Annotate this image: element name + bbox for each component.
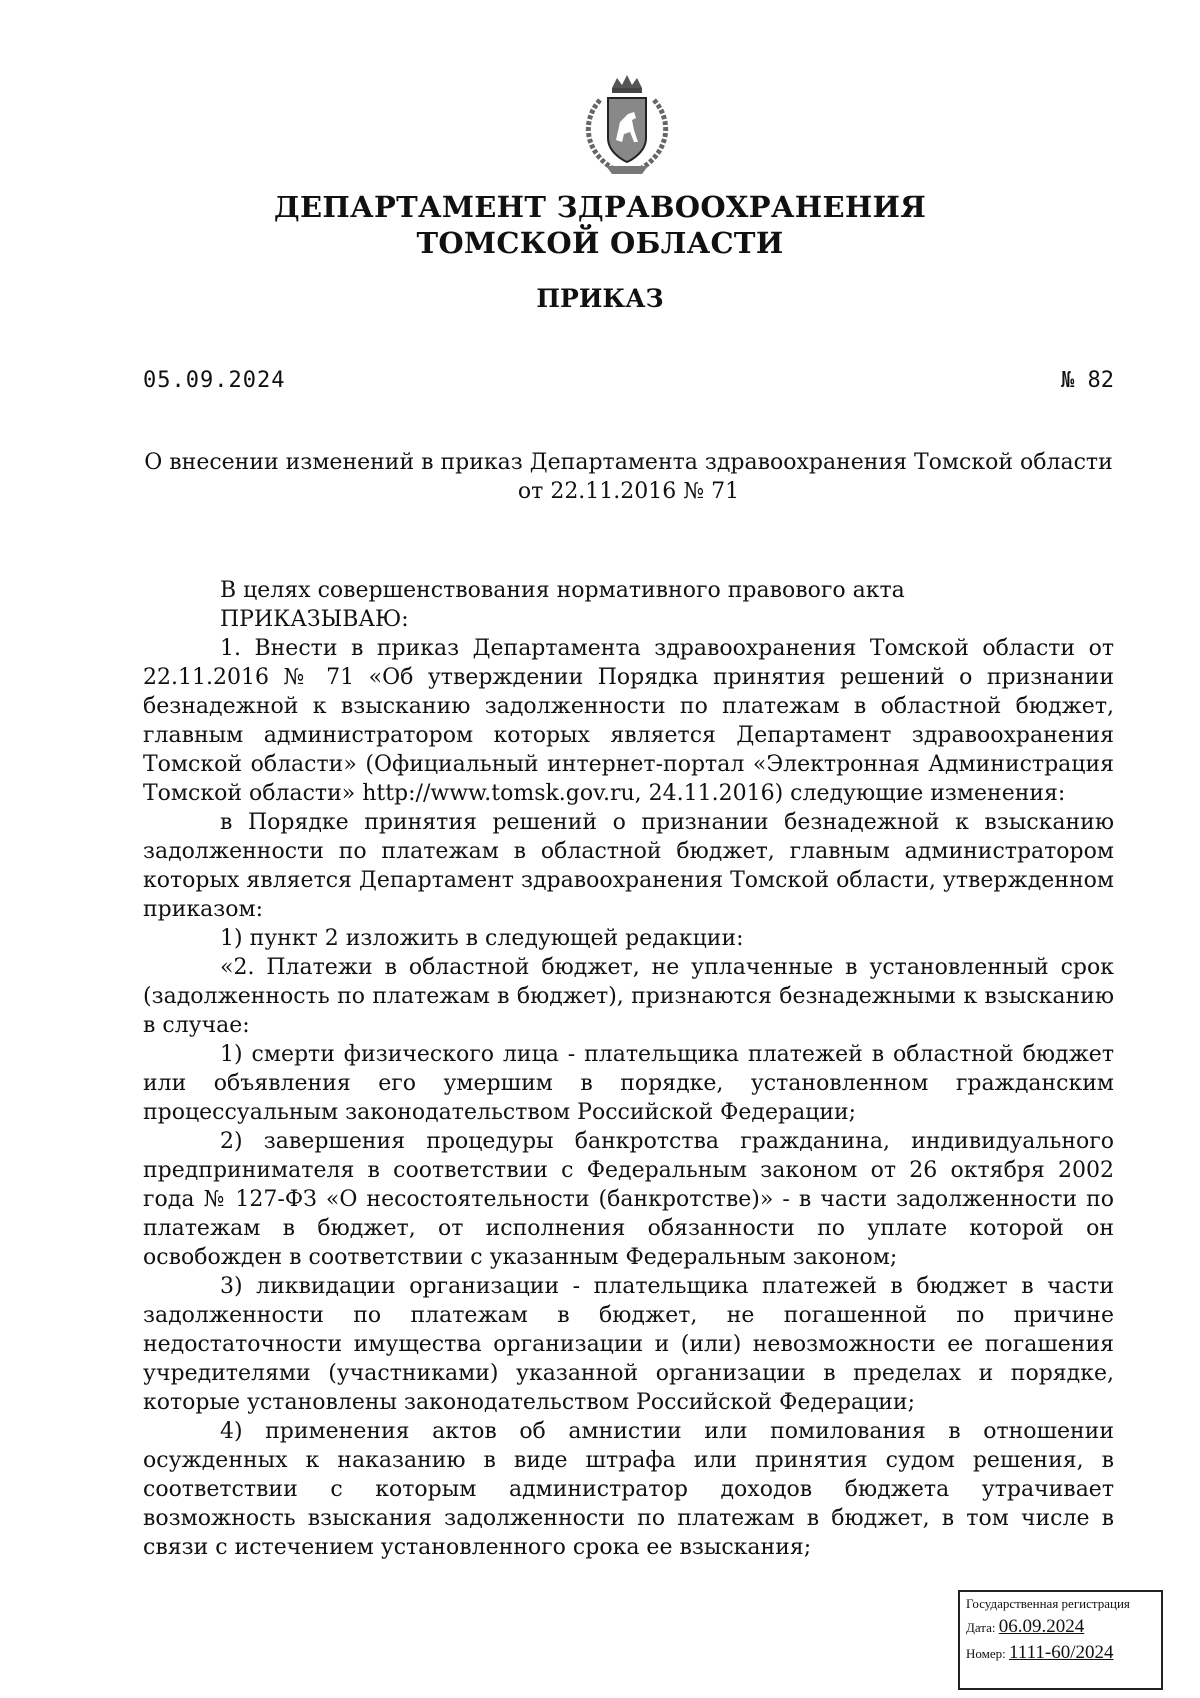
body-paragraph: 1. Внести в приказ Департамента здравоохранения Томской области от 22.11.2016 № 71 «Об утверждении Порядка принятия решений о признании безнадежной к взысканию задолженности по платежам в областной бюджет, главным администратором которых является Департамент здравоохранения Томской области» (Официальный интернет-портал «Электронная Администрация Томской области» http://www.tomsk.gov.ru, 24.11.2016) следующие изменения: [143,636,1114,806]
order-body [143,576,1114,1562]
order-number: № 82 [1061,368,1114,393]
subject-line2: от 22.11.2016 № 71 [517,479,740,504]
order-date: 05.09.2024 [143,368,286,393]
stamp-date-label: Дата: [966,1620,996,1635]
stamp-title: Государственная регистрация [966,1596,1130,1611]
coat-of-arms-icon [572,70,682,180]
body-paragraph: 4) применения актов об амнистии или помилования в отношении осужденных к наказанию в виде штрафа или принятия судом решения, в соответствии с которым администратор доходов бюджета утрачивает возможность взыскания задолженности по платежам в бюджет, в том числе в связи с истечением установленного срока ее взыскания; [143,1419,1114,1560]
stamp-date-row [966,1616,1155,1638]
body-paragraph: 3) ликвидации организации - плательщика платежей в бюджет в части задолженности по платежам в бюджет, не погашенной по причине недостаточности имущества организации и (или) невозможности ее погашения учредителями (участниками) указанной организации в пределах и порядке, которые установлены законодательством Российской Федерации; [143,1274,1114,1415]
document-type-title: ПРИКАЗ [536,284,664,313]
body-paragraph: «2. Платежи в областной бюджет, не уплаченные в установленный срок (задолженность по платежам в бюджет), признаются безнадежными к взысканию в случае: [143,955,1114,1038]
registration-stamp [958,1590,1163,1690]
stamp-number-row [966,1642,1155,1664]
order-subject [143,448,1114,506]
body-paragraph: 1) смерти физического лица - плательщика платежей в областной бюджет или объявления его умершим в порядке, установленном гражданским процессуальным законодательством Российской Федерации; [143,1042,1114,1125]
stamp-number-value: 1111-60/2024 [1009,1642,1114,1663]
body-paragraph: в Порядке принятия решений о признании безнадежной к взысканию задолженности по платежам в областной бюджет, главным администратором которых является Департамент здравоохранения Томской области, утвержденном приказом: [143,810,1114,922]
body-paragraph: ПРИКАЗЫВАЮ: [220,607,409,632]
body-paragraph: 1) пункт 2 изложить в следующей редакции: [220,926,744,951]
org-name-line2: ТОМСКОЙ ОБЛАСТИ [416,226,784,260]
subject-line1: О внесении изменений в приказ Департамента здравоохранения Томской области [144,450,1113,475]
stamp-number-label: Номер: [966,1646,1006,1661]
body-paragraph: В целях совершенствования нормативного правового акта [220,578,905,603]
org-name-line1: ДЕПАРТАМЕНТ ЗДРАВООХРАНЕНИЯ [273,190,927,224]
stamp-date-value: 06.09.2024 [998,1616,1085,1637]
body-paragraph: 2) завершения процедуры банкротства гражданина, индивидуального предпринимателя в соответствии с Федеральным законом от 26 октября 2002 года № 127-ФЗ «О несостоятельности (банкротстве)» - в части задолженности по платежам в бюджет, от исполнения обязанности по уплате которой он освобожден в соответствии с указанным Федеральным законом; [143,1129,1114,1270]
